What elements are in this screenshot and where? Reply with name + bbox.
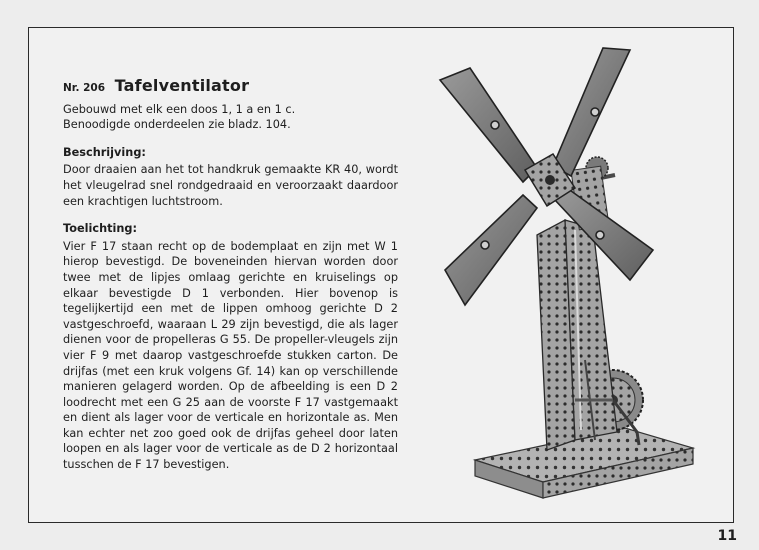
page-number: 11 <box>717 528 737 544</box>
intro-line-parts: Benoodigde onderdeelen zie bladz. 104. <box>63 118 291 132</box>
beschrijving-heading: Beschrijving: <box>63 145 146 159</box>
toelichting-text: Vier F 17 staan recht op de bodemplaat en zijn met W 1 hierop bevestigd. De boveneinden hiervan worden door twee met de lipjes omlaag gerichte en kruiselings op elkaar bevestigde D 1 verbonden. Hier bovenop is tegelijkertijd een met de lippen omhoog gerichte D 2 vastgeschroefd, waaraan L 29 zijn bevestigd, die als lager dienen voor de propelleras G 55. De propeller-vleugels zijn vier F 9 met daarop vastgeschroefde stukken carton. De drijfas (met een kruk volgens Gf. 14) kan op verschillende manieren gelagerd worden. Op de afbeelding is een D 2 loodrecht met een G 25 aan de voorste F 17 vastgemaakt en dient als lager voor de verticale en horizontale as. Men kan echter net zoo goed ook de drijfas geheel door laten loopen en als lager voor de verticale as de D 2 horizontaal tusschen de F 17 bevestigen. <box>63 239 398 472</box>
fan-illustration <box>425 40 715 510</box>
toelichting-block <box>63 239 398 473</box>
model-heading <box>63 78 398 97</box>
intro-block <box>63 102 398 133</box>
intro-line-boxes: Gebouwd met elk een doos 1, 1 a en 1 c. <box>63 102 296 116</box>
model-number: Nr. 206 <box>63 82 106 94</box>
beschrijving-block <box>63 162 398 209</box>
beschrijving-text: Door draaien aan het tot handkruk gemaakte KR 40, wordt het vleugelrad snel rondgedraaid en veroorzaakt daardoor een krachtigen luchtstroom. <box>63 163 398 208</box>
text-column <box>63 78 398 473</box>
model-title: Tafelventilator <box>114 76 250 95</box>
toelichting-heading: Toelichting: <box>63 222 138 236</box>
